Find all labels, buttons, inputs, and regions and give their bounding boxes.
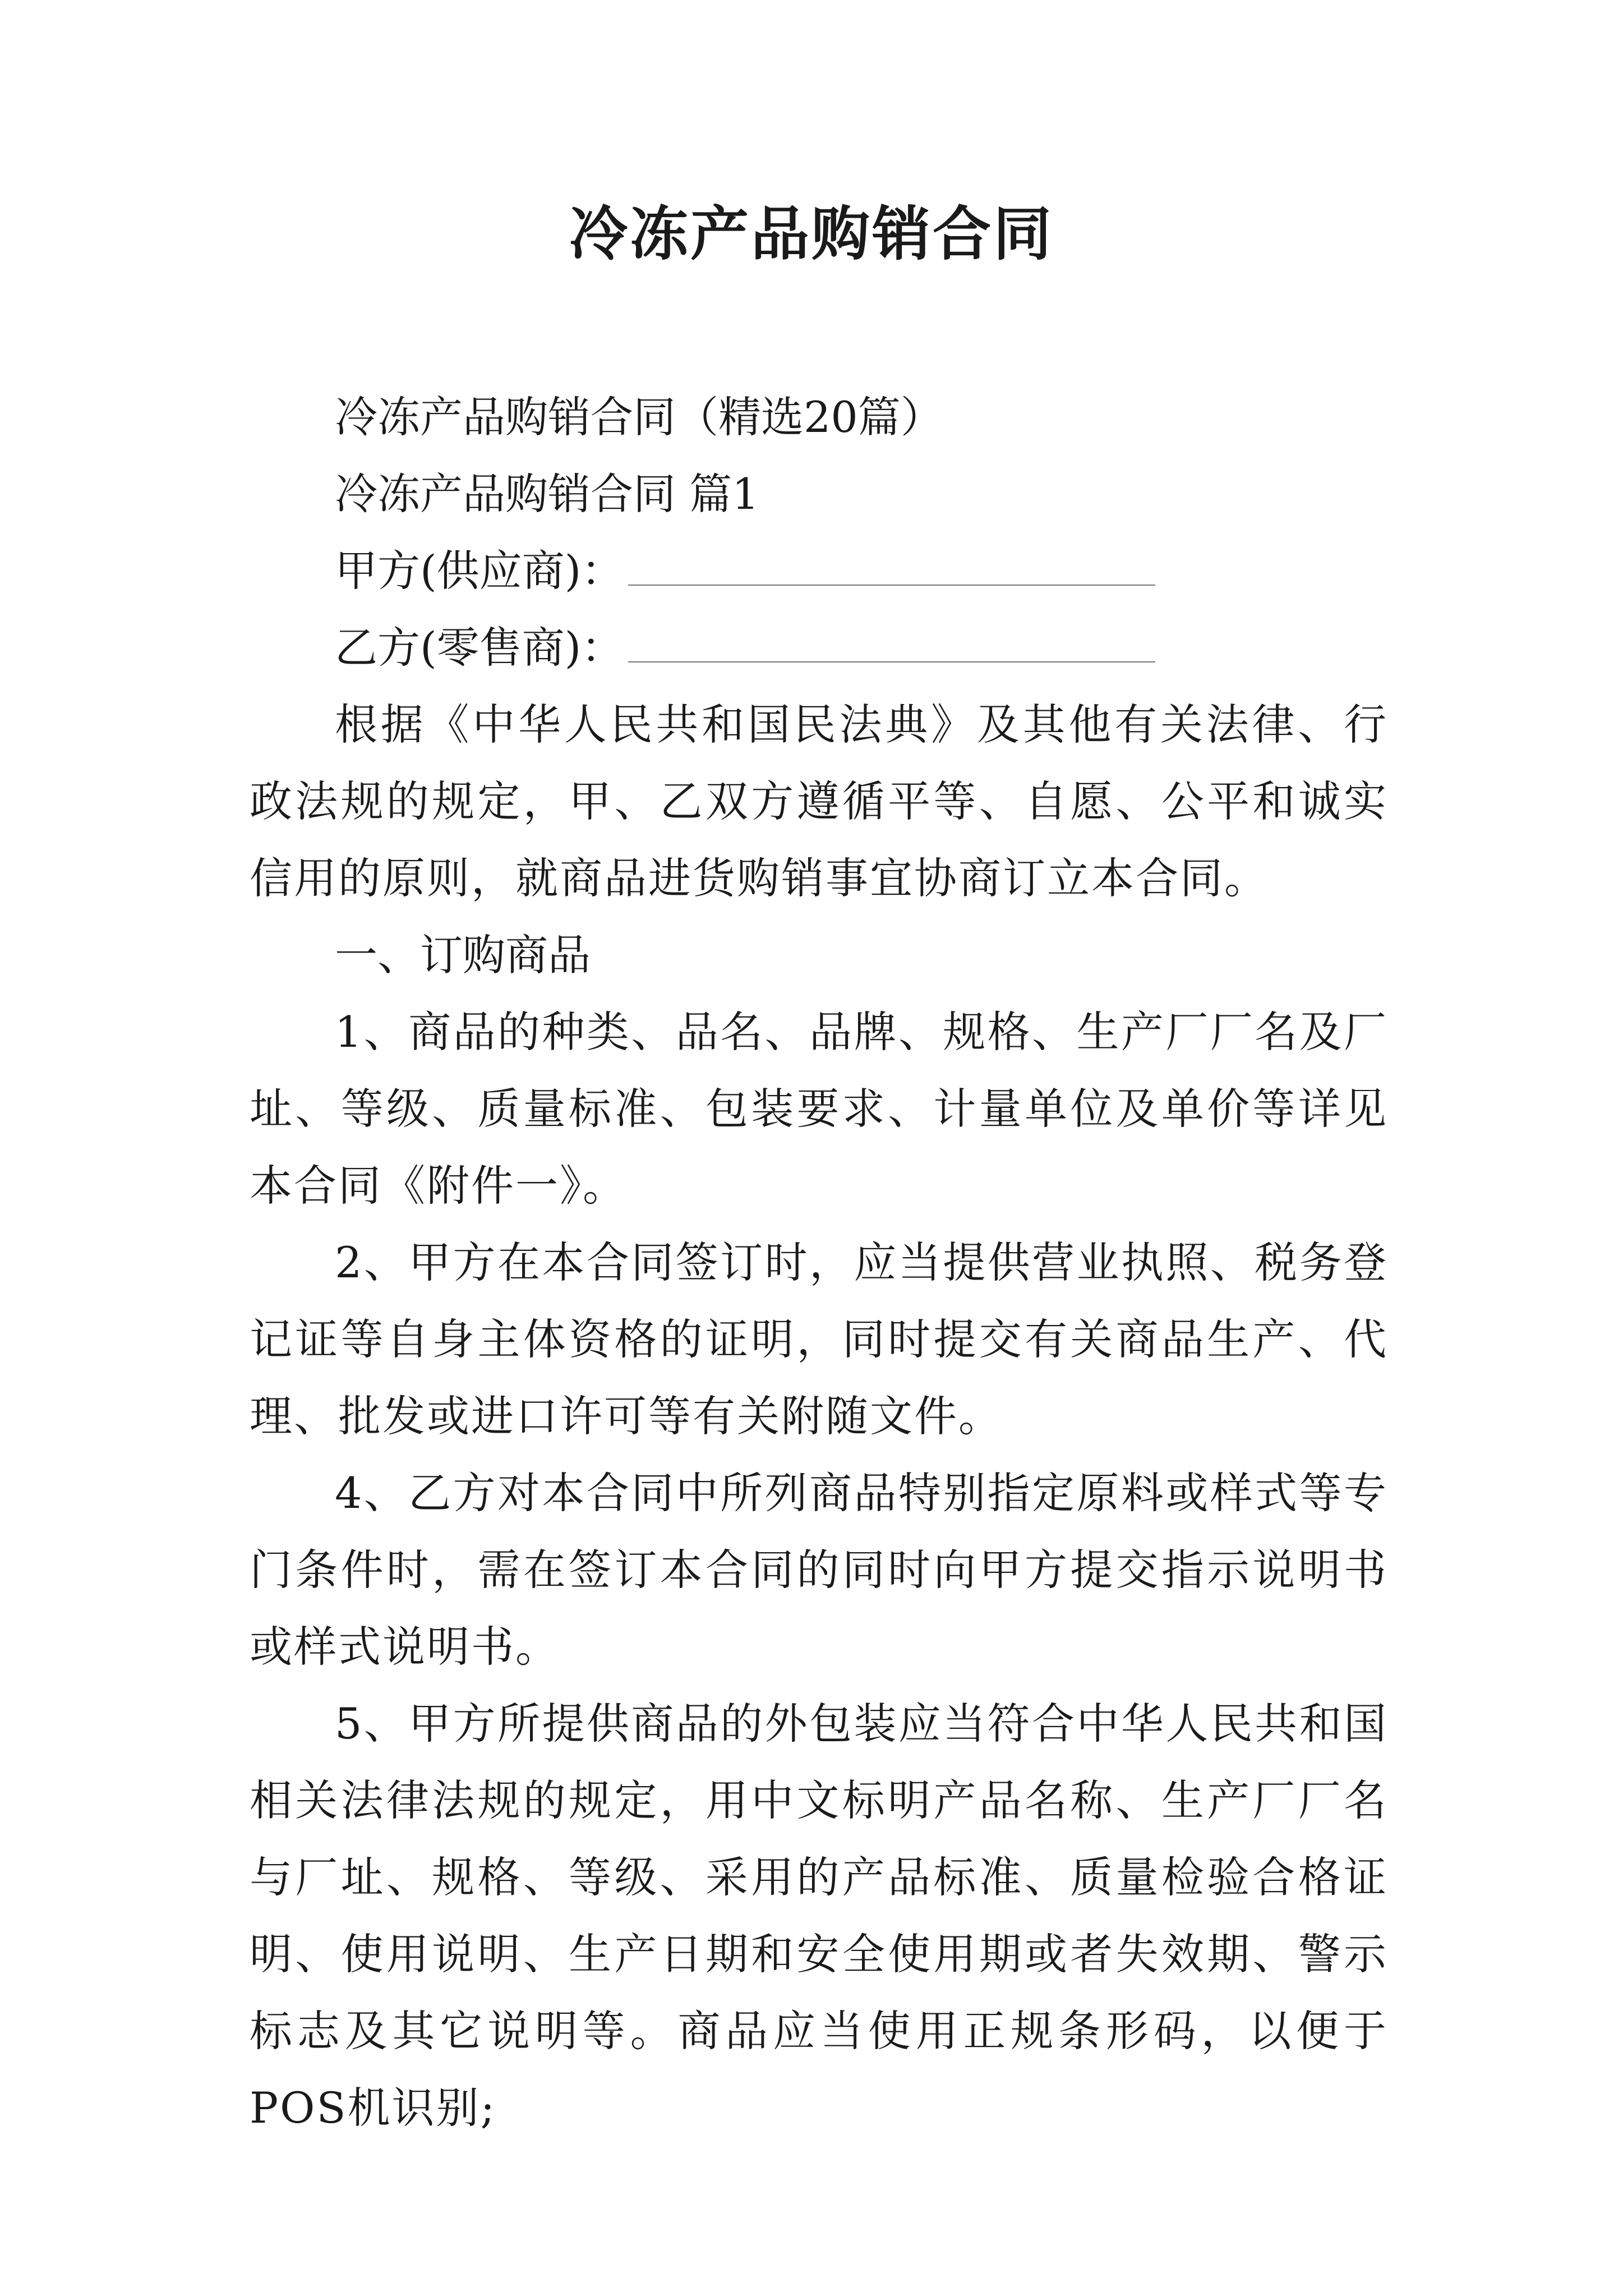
intro-paragraph: 根据《中华人民共和国民法典》及其他有关法律、行政法规的规定，甲、乙双方遵循平等、自愿、公平和诚实信用的原则，就商品进货购销事宜协商订立本合同。: [250, 700, 1388, 903]
party-b-line: [250, 609, 1388, 686]
clause-heading: 一、订购商品: [335, 930, 591, 980]
party-a-line: [250, 532, 1388, 609]
party-b-label: 乙方(零售商)：: [335, 623, 624, 673]
document-title: 冷冻产品购销合同: [569, 199, 1054, 268]
item-1-paragraph: 1、商品的种类、品名、品牌、规格、生产厂厂名及厂址、等级、质量标准、包装要求、计量单位及单价等详见本合同《附件一》。: [250, 1007, 1388, 1211]
party-b-blank: [628, 622, 1155, 662]
section-heading: 冷冻产品购销合同 篇1: [335, 469, 759, 519]
party-a-label: 甲方(供应商)：: [335, 546, 624, 596]
party-a-blank: [628, 545, 1155, 586]
document-subtitle: 冷冻产品购销合同（精选20篇）: [335, 392, 943, 442]
item-4-paragraph: 4、乙方对本合同中所列商品特别指定原料或样式等专门条件时，需在签订本合同的同时向甲方提交指示说明书或样式说明书。: [250, 1468, 1388, 1672]
item-5-paragraph: 5、甲方所提供商品的外包装应当符合中华人民共和国相关法律法规的规定，用中文标明产品名称、生产厂厂名与厂址、规格、等级、采用的产品标准、质量检验合格证明、使用说明、生产日期和安全使用期或者失效期、警示标志及其它说明等。商品应当使用正规条形码，以便于POS机识别;: [250, 1699, 1388, 2133]
item-2-paragraph: 2、甲方在本合同签订时，应当提供营业执照、税务登记证等自身主体资格的证明，同时提交有关商品生产、代理、批发或进口许可等有关附随文件。: [250, 1237, 1388, 1441]
document-body: [250, 379, 1388, 2146]
